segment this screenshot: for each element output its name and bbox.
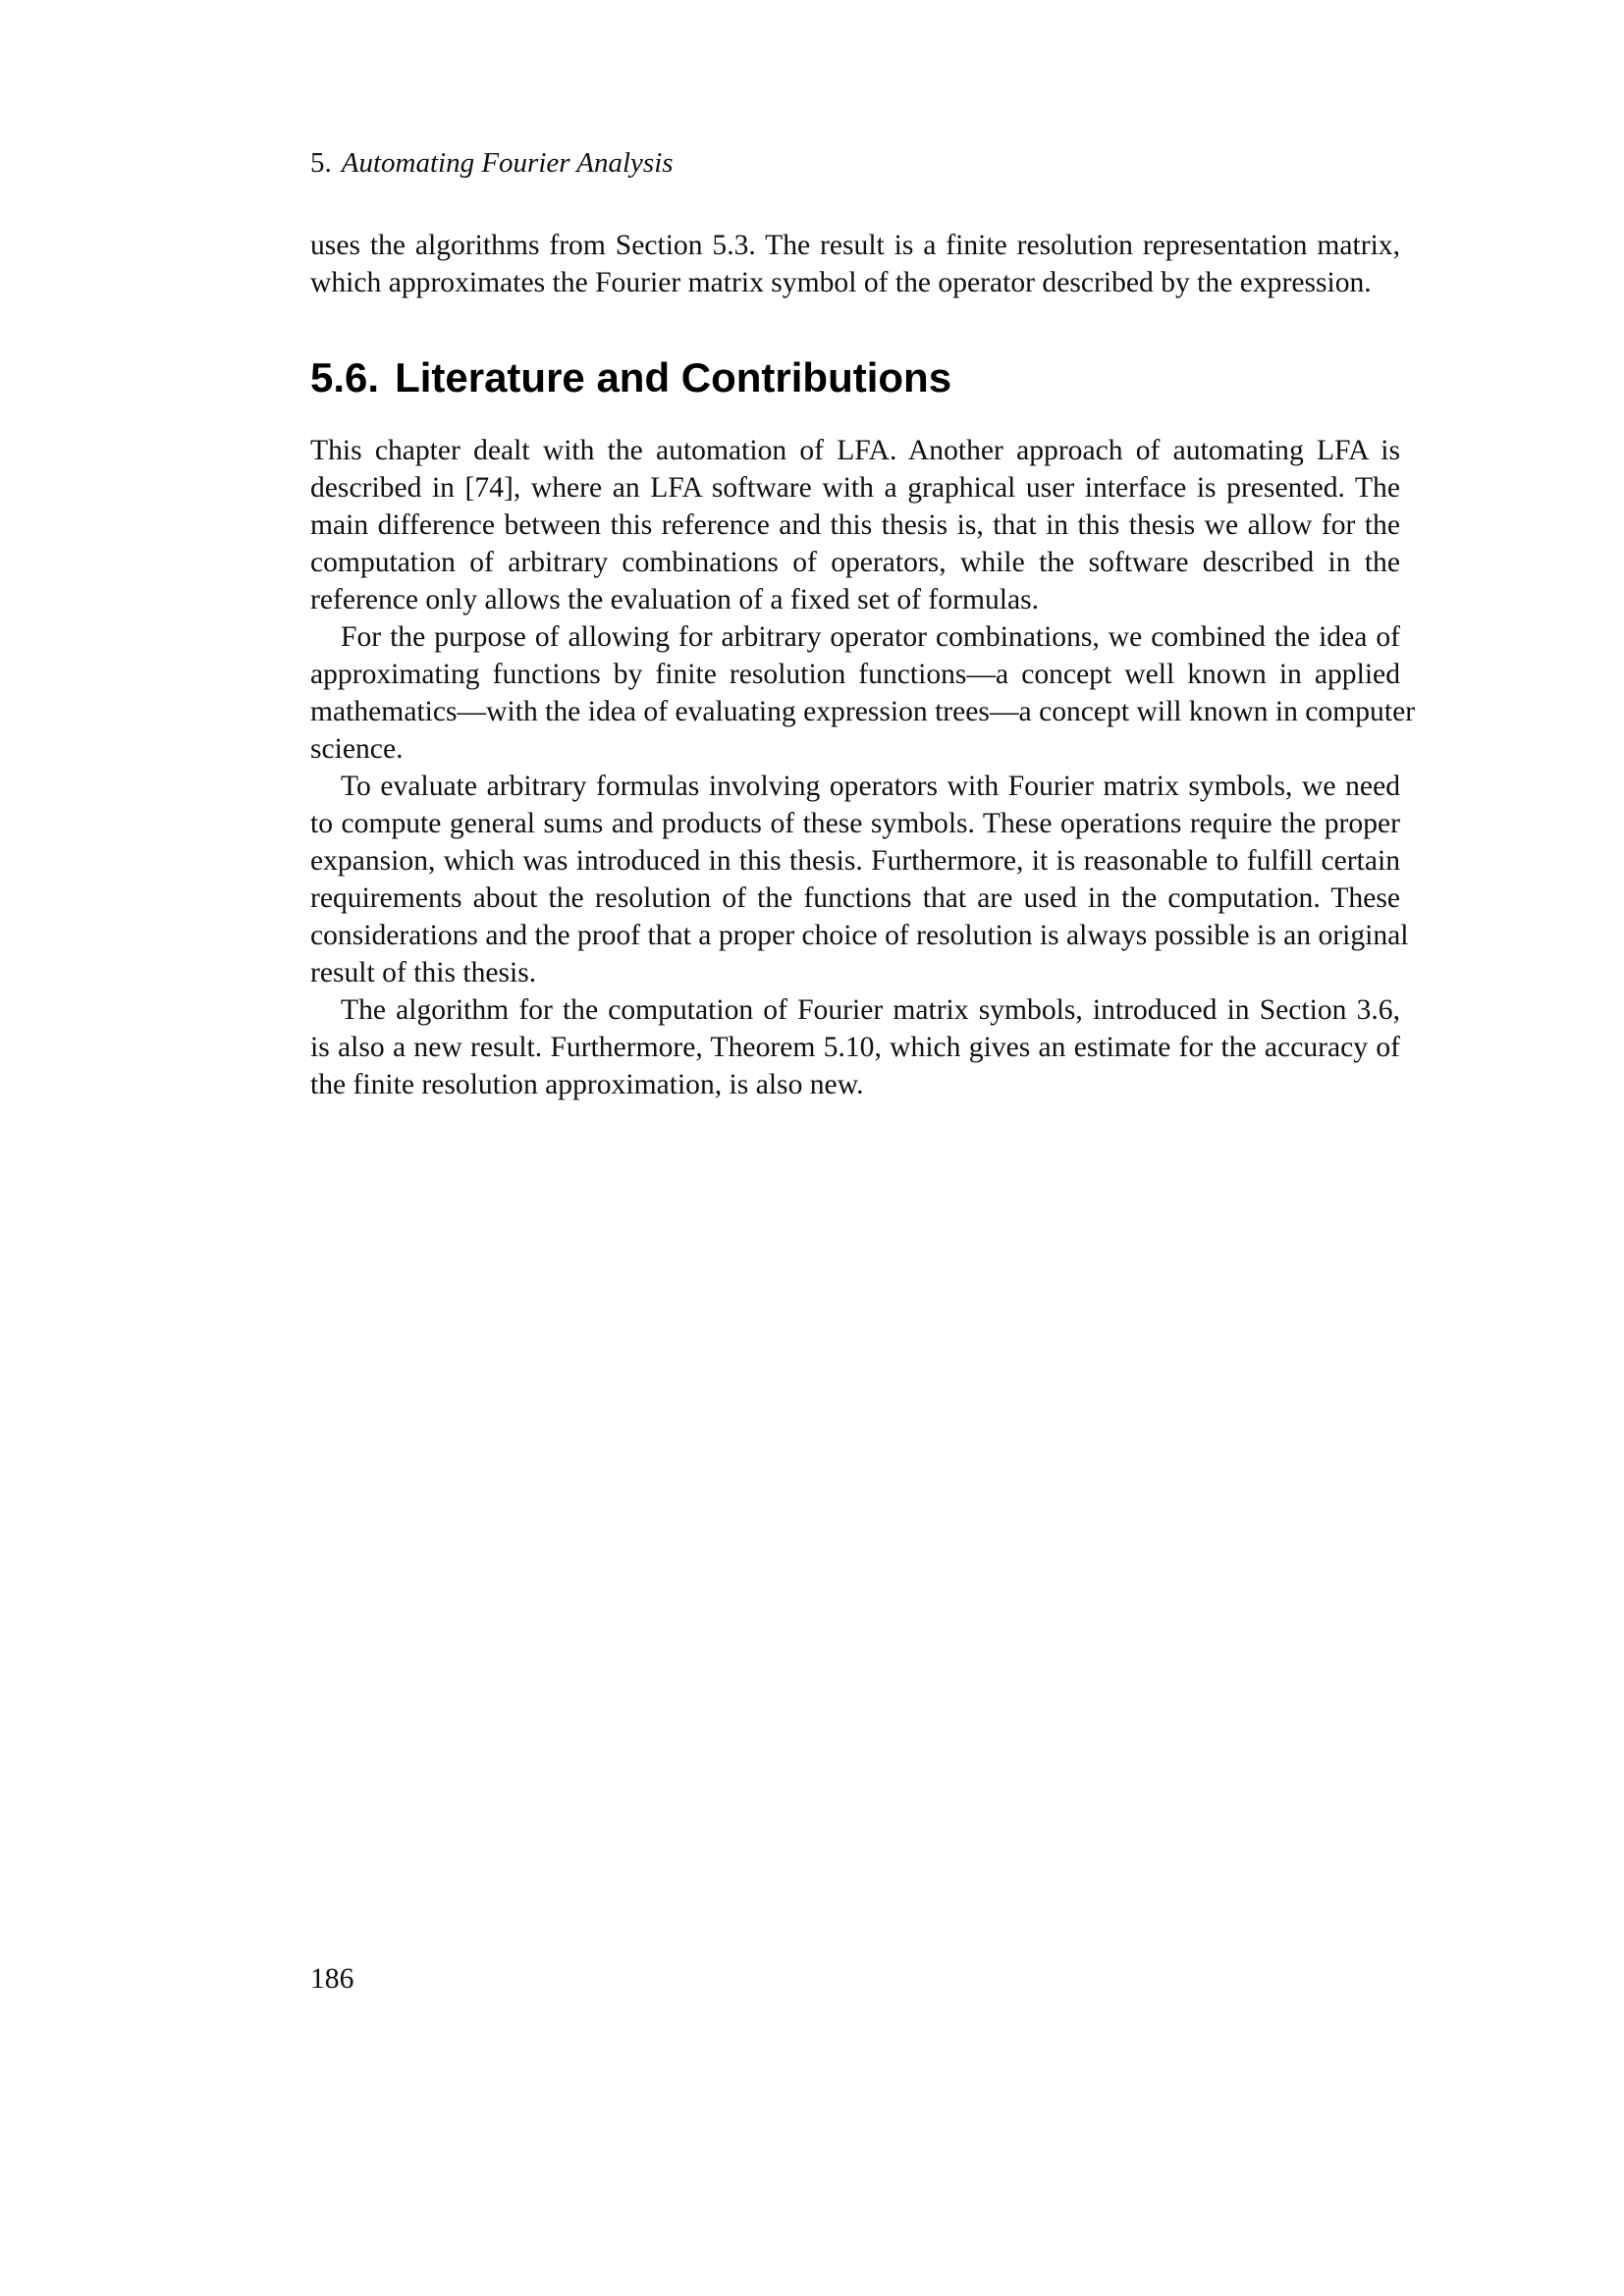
text-line: is also a new result. Furthermore, Theorem 5.10, which gives an estimate for the accuracy of <box>310 1032 1400 1063</box>
text-line: To evaluate arbitrary formulas involving operators with Fourier matrix symbols, we need <box>341 771 1400 802</box>
paragraph-2 <box>310 618 1416 768</box>
text-line: reference only allows the evaluation of a fixed set of formulas. <box>310 584 1040 615</box>
running-head-chapter-number: 5. <box>310 147 332 179</box>
text-line: considerations and the proof that a proper choice of resolution is always possible is an original <box>310 920 1409 951</box>
paragraph-1 <box>310 432 1400 618</box>
section-number: 5.6. <box>310 354 380 400</box>
text-line: approximating functions by finite resolution functions—a concept well known in applied <box>310 659 1400 690</box>
text-line: expansion, which was introduced in this thesis. Furthermore, it is reasonable to fulfill certain <box>310 845 1400 877</box>
paragraph-3 <box>310 768 1409 991</box>
text-line: requirements about the resolution of the functions that are used in the computation. These <box>310 882 1400 914</box>
text-line: mathematics—with the idea of evaluating expression trees—a concept will known in computer <box>310 696 1416 727</box>
section-body <box>310 432 1416 1103</box>
text-line: For the purpose of allowing for arbitrary operator combinations, we combined the idea of <box>341 621 1400 653</box>
intro-paragraph <box>310 227 1400 301</box>
text-line: described in [74], where an LFA software with a graphical user interface is presented. The <box>310 472 1400 504</box>
running-head <box>310 143 674 183</box>
text-line: the finite resolution approximation, is also new. <box>310 1069 864 1100</box>
section-heading <box>310 353 951 402</box>
paragraph-4 <box>310 991 1400 1103</box>
text-line: The algorithm for the computation of Fourier matrix symbols, introduced in Section 3.6, <box>341 994 1400 1026</box>
text-line: computation of arbitrary combinations of operators, while the software described in the <box>310 547 1400 578</box>
text-line: uses the algorithms from Section 5.3. The result is a finite resolution representation matrix, <box>310 230 1400 261</box>
text-line: This chapter dealt with the automation of LFA. Another approach of automating LFA is <box>310 435 1400 466</box>
section-title: Literature and Contributions <box>395 354 952 400</box>
text-line: to compute general sums and products of these symbols. These operations require the proper <box>310 808 1400 839</box>
page-number: 186 <box>310 1963 354 1995</box>
text-line: science. <box>310 733 404 765</box>
text-line: result of this thesis. <box>310 957 537 988</box>
running-head-chapter-title: Automating Fourier Analysis <box>341 147 674 179</box>
text-line: main difference between this reference and this thesis is, that in this thesis we allow for the <box>310 509 1400 541</box>
text-line: which approximates the Fourier matrix symbol of the operator described by the expression. <box>310 267 1372 298</box>
